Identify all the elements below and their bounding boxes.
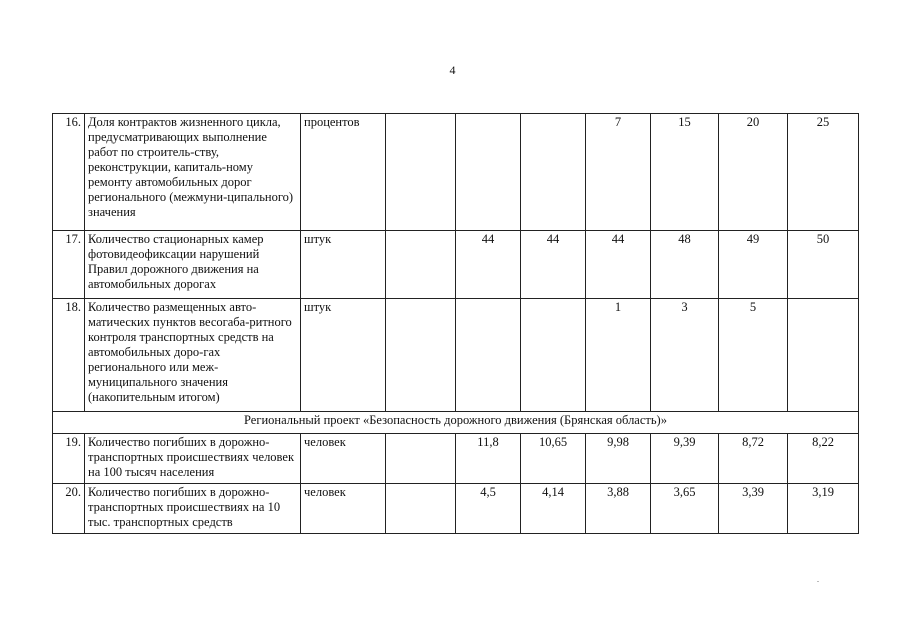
value-cell: 8,72 [719,434,788,484]
indicator-name: Доля контрактов жизненного цикла, предусматривающих выполнение работ по строитель-ству, реконструкции, капиталь-ному ремонту автомобильных дорог регионального (межмуни-ципального) значения [85,114,301,231]
table-row [53,231,859,299]
value-cell: 7 [586,114,651,231]
row-number: 20. [53,484,85,534]
value-cell [788,299,859,412]
value-cell: 3,88 [586,484,651,534]
row-number: 18. [53,299,85,412]
unit-cell: штук [301,231,386,299]
scan-speck [817,581,819,582]
value-cell: 4,14 [521,484,586,534]
indicator-name: Количество стационарных камер фотовидеофиксации нарушений Правил дорожного движения на автомобильных дорогах [85,231,301,299]
table-row [53,484,859,534]
row-number: 17. [53,231,85,299]
value-cell: 44 [586,231,651,299]
value-cell [386,231,456,299]
value-cell: 20 [719,114,788,231]
value-cell: 3,65 [651,484,719,534]
page-number: 4 [449,63,456,77]
value-cell: 8,22 [788,434,859,484]
value-cell: 3,19 [788,484,859,534]
value-cell: 3,39 [719,484,788,534]
unit-cell: человек [301,434,386,484]
section-row [53,412,859,434]
value-cell [386,299,456,412]
indicator-name: Количество погибших в дорожно-транспортных происшествиях на 10 тыс. транспортных средств [85,484,301,534]
row-number: 19. [53,434,85,484]
unit-cell: штук [301,299,386,412]
unit-cell: процентов [301,114,386,231]
value-cell [521,114,586,231]
value-cell: 3 [651,299,719,412]
table-row [53,434,859,484]
row-number: 16. [53,114,85,231]
value-cell: 25 [788,114,859,231]
table-row [53,299,859,412]
value-cell: 1 [586,299,651,412]
value-cell [386,114,456,231]
value-cell: 9,39 [651,434,719,484]
value-cell: 4,5 [456,484,521,534]
value-cell: 44 [456,231,521,299]
value-cell: 49 [719,231,788,299]
value-cell: 44 [521,231,586,299]
value-cell: 11,8 [456,434,521,484]
value-cell [386,434,456,484]
value-cell: 50 [788,231,859,299]
value-cell [456,114,521,231]
unit-cell: человек [301,484,386,534]
value-cell [386,484,456,534]
value-cell [521,299,586,412]
indicator-name: Количество размещенных авто-матических пунктов весогаба-ритного контроля транспортных средств на автомобильных доро-гах регионального или меж-муниципального значения (накопительным итогом) [85,299,301,412]
value-cell: 15 [651,114,719,231]
value-cell: 5 [719,299,788,412]
value-cell: 9,98 [586,434,651,484]
value-cell: 10,65 [521,434,586,484]
indicator-name: Количество погибших в дорожно-транспортных происшествиях человек на 100 тысяч населения [85,434,301,484]
table-row [53,114,859,231]
section-title: Региональный проект «Безопасность дорожного движения (Брянская область)» [53,412,859,434]
value-cell: 48 [651,231,719,299]
value-cell [456,299,521,412]
indicators-table [52,113,859,534]
